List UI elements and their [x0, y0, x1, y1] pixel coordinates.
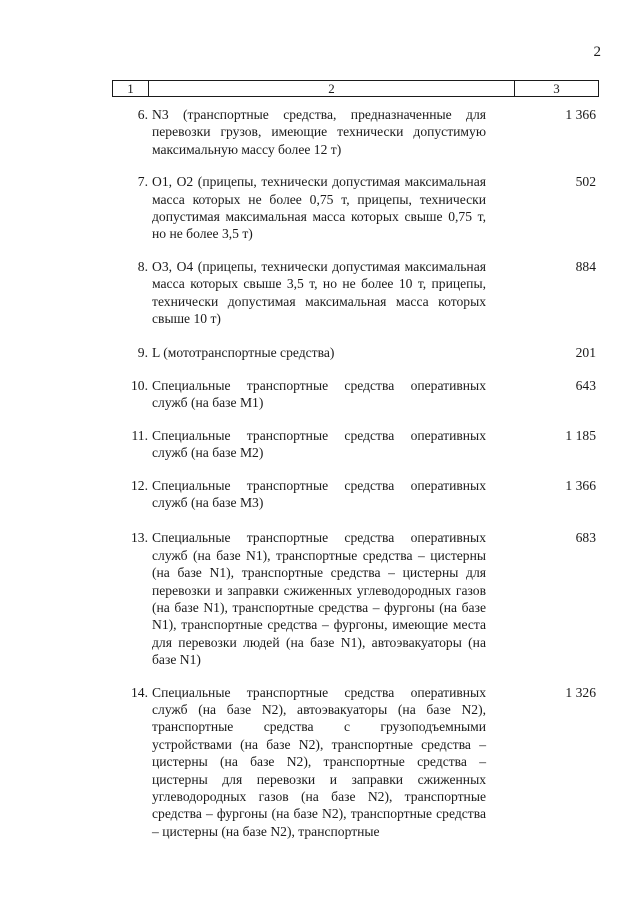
- table-header-row: [112, 80, 599, 97]
- row-number: 7.: [137, 174, 148, 190]
- row-number: 8.: [137, 258, 148, 274]
- row-description: O1, O2 (прицепы, технически допустимая максимальная масса которых не более 0,75 т, прицепы, технически допустимая максимальная масса которых свыше 0,75 т, но не более 3,5 т): [152, 174, 486, 242]
- table-row: [112, 427, 599, 462]
- row-number: 13.: [131, 530, 148, 546]
- row-description: Специальные транспортные средства оперативных служб (на базе N1), транспортные средства – цистерны (на базе N1), транспортные средства – цистерны для перевозки и заправки сжиженных углеводородных газов (на базе N1), транспортные средства – фургоны (на базе N1), транспортные средства – фургоны, имеющие места для перевозки людей (на базе N1), автоэвакуаторы (на базе N1): [152, 530, 486, 668]
- row-description: Специальные транспортные средства оперативных служб (на базе M1): [152, 377, 486, 411]
- row-number: 14.: [131, 684, 148, 700]
- row-description: Специальные транспортные средства оперативных служб (на базе N2), автоэвакуаторы (на базе N2), транспортные средства с грузоподъемными устройствами (на базе N2), транспортные средства – цистерны (на базе N2), транспортные средства – цистерны для перевозки и заправки сжиженных углеводородных газов (на базе N2), транспортные средства – фургоны (на базе N2), транспортные средства – цистерны (на базе N2), транспортные: [152, 684, 486, 839]
- row-value: 884: [575, 258, 596, 274]
- header-col-2: 2: [149, 81, 515, 96]
- row-description: O3, O4 (прицепы, технически допустимая максимальная масса которых свыше 3,5 т, но не более 10 т, прицепы, технически допустимая максимальная масса которых свыше 10 т): [152, 258, 486, 327]
- page-number: 2: [593, 44, 601, 60]
- row-value: 502: [575, 174, 596, 190]
- table-row: [112, 106, 599, 158]
- row-value: 1 185: [565, 427, 596, 443]
- table-row: [112, 344, 599, 361]
- row-value: 1 326: [565, 684, 596, 700]
- row-description: Специальные транспортные средства оперативных служб (на базе M3): [152, 477, 486, 510]
- row-value: 643: [575, 377, 596, 393]
- row-number: 12.: [131, 477, 148, 493]
- table-body: [112, 106, 599, 840]
- row-number: 10.: [131, 377, 148, 393]
- row-number: 11.: [131, 427, 148, 443]
- table-row: [112, 173, 599, 243]
- row-number: 6.: [137, 107, 148, 122]
- row-description: N3 (транспортные средства, предназначенные для перевозки грузов, имеющие технически допустимую максимальную массу более 12 т): [152, 107, 486, 157]
- row-value: 683: [575, 530, 596, 546]
- header-col-1: 1: [113, 81, 149, 96]
- table-row: [112, 477, 599, 512]
- table-row: [112, 258, 599, 328]
- header-col-3: 3: [553, 80, 560, 96]
- table-row: [112, 529, 599, 668]
- row-description: Специальные транспортные средства оперативных служб (на базе M2): [152, 427, 486, 461]
- row-number: 9.: [137, 345, 148, 361]
- table-row: [112, 377, 599, 412]
- row-value: 1 366: [565, 477, 596, 493]
- row-value: 201: [575, 345, 596, 361]
- row-value: 1 366: [565, 107, 596, 122]
- table-row: [112, 684, 599, 841]
- row-description: L (мототранспортные средства): [152, 345, 335, 361]
